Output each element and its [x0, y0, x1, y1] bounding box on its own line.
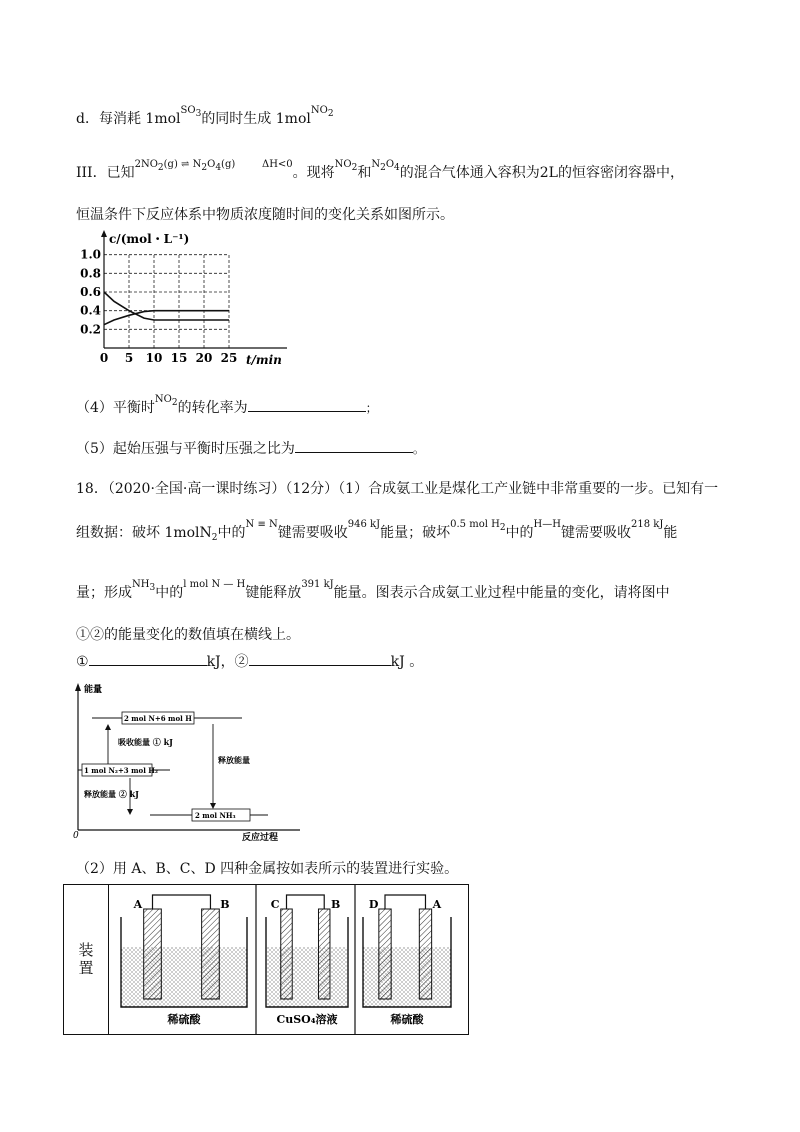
question-18-line2: 组数据：破坏 1molN$_2$中的$^{N \equiv N}$键需要吸收$^{946 kJ}$能量；破坏$^{0.5 mol H2}$中的$^{H—H}$键需要吸收$^{218 kJ}$能	[76, 519, 678, 543]
table-label-cell: 装置	[64, 885, 109, 1034]
y-tick-label: 1.0	[80, 247, 101, 262]
question-18-answers: ① kJ，② kJ 。	[76, 651, 423, 671]
energy-release-big-label: 释放能量	[218, 755, 250, 765]
question-18-line3: 量；形成$^{NH3}$中的$^{l mol N — H}$键能释放$^{391 kJ}$能量。图表示合成氨工业过程中能量的变化，请将图中	[76, 579, 670, 601]
electrode-right	[318, 909, 329, 999]
electrode-right	[202, 909, 220, 999]
x-axis-label: t/min	[246, 353, 282, 367]
question-18-line4: ①②的能量变化的数值填在横线上。	[76, 627, 300, 643]
electrode-right	[419, 909, 431, 999]
electrode-left	[379, 909, 391, 999]
apparatus-table	[63, 884, 469, 1035]
electrode-label-right: A	[432, 898, 442, 911]
connecting-wire	[153, 895, 211, 909]
electrode-left	[281, 909, 292, 999]
y-tick-label: 0.6	[80, 285, 101, 299]
electrode-left	[144, 909, 162, 999]
answer-blank-18-1[interactable]	[89, 651, 207, 666]
x-tick-label: 25	[220, 351, 238, 365]
y-axis-arrow	[101, 230, 107, 237]
question-iii-line2: 恒温条件下反应体系中物质浓度随时间的变化关系如图所示。	[76, 207, 454, 223]
solution-fill	[121, 947, 247, 1007]
solution-fill	[266, 947, 348, 1007]
question-4: （4）平衡时$^{NO2}$的转化率为 ；	[76, 394, 378, 416]
reaction-equation: 2NO2(g) ⇌ N2O4(g)	[134, 159, 236, 173]
chart-series	[104, 292, 229, 325]
chart-grid	[104, 255, 229, 348]
apparatus-drawings	[109, 885, 468, 1034]
energy-diagram	[70, 680, 310, 845]
x-tick-label: 5	[124, 351, 134, 365]
y-tick-label: 0.2	[80, 322, 101, 337]
electrode-label-right: B	[330, 898, 341, 911]
electrode-label-left: D	[368, 898, 379, 911]
answer-blank-4[interactable]	[248, 397, 366, 412]
x-tick-label: 0	[99, 351, 109, 365]
energy-absorb-label: 吸收能量 ① kJ	[118, 737, 173, 747]
y-tick-label: 0.8	[80, 266, 101, 281]
solution-label: 稀硫酸	[167, 1013, 201, 1026]
series-line-2	[104, 311, 229, 325]
x-tick-label: 10	[145, 351, 163, 365]
answer-blank-18-2[interactable]	[249, 651, 391, 666]
x-tick-label: 15	[170, 351, 188, 365]
y-tick-label: 0.4	[80, 303, 101, 318]
question-iii-line1: III．已知$^{2NO2(g) \rightleftharpoons N2O4(g)}$ $^{\Delta H<0}$。现将$^{NO2}$和$^{N2O4}$的混合气体通入容积为2L的恒容密闭容器中，	[76, 159, 684, 181]
question-18-line1: 18．（2020·全国·高一课时练习）（12分）（1）合成氨工业是煤化工产业链中非常重要的一步。已知有一	[76, 481, 719, 497]
electrode-label-left: A	[133, 898, 143, 911]
energy-bot-box: 2 mol NH₃	[195, 811, 236, 820]
option-d: d．每消耗 1mol$^{SO3}$的同时生成 1mol$^{NO2}$	[76, 105, 334, 127]
concentration-chart	[76, 228, 306, 376]
solution-label: CuSO₄溶液	[276, 1013, 338, 1026]
series-line-1	[104, 292, 229, 320]
solution-label: 稀硫酸	[390, 1013, 424, 1026]
energy-top-box: 2 mol N+6 mol H	[124, 714, 192, 723]
x-tick-label: 20	[195, 351, 213, 365]
energy-y-label: 能量	[84, 685, 103, 695]
y-axis-label: c/(mol・L⁻¹)	[109, 232, 190, 246]
electrode-label-left: C	[270, 898, 280, 911]
energy-release-small-label: 释放能量 ② kJ	[84, 789, 139, 799]
energy-x-label: 反应过程	[242, 833, 279, 843]
connecting-wire	[385, 895, 425, 909]
answer-blank-5[interactable]	[295, 438, 413, 453]
connecting-wire	[287, 895, 325, 909]
solution-fill	[363, 947, 451, 1007]
energy-origin: 0	[73, 831, 79, 841]
question-5: （5）起始压强与平衡时压强之比为 。	[76, 438, 425, 458]
electrode-label-right: B	[220, 898, 230, 911]
energy-mid-box: 1 mol N₂+3 mol H₂	[84, 766, 158, 775]
question-18-2: （2）用 A、B、C、D 四种金属按如表所示的装置进行实验。	[76, 861, 459, 877]
